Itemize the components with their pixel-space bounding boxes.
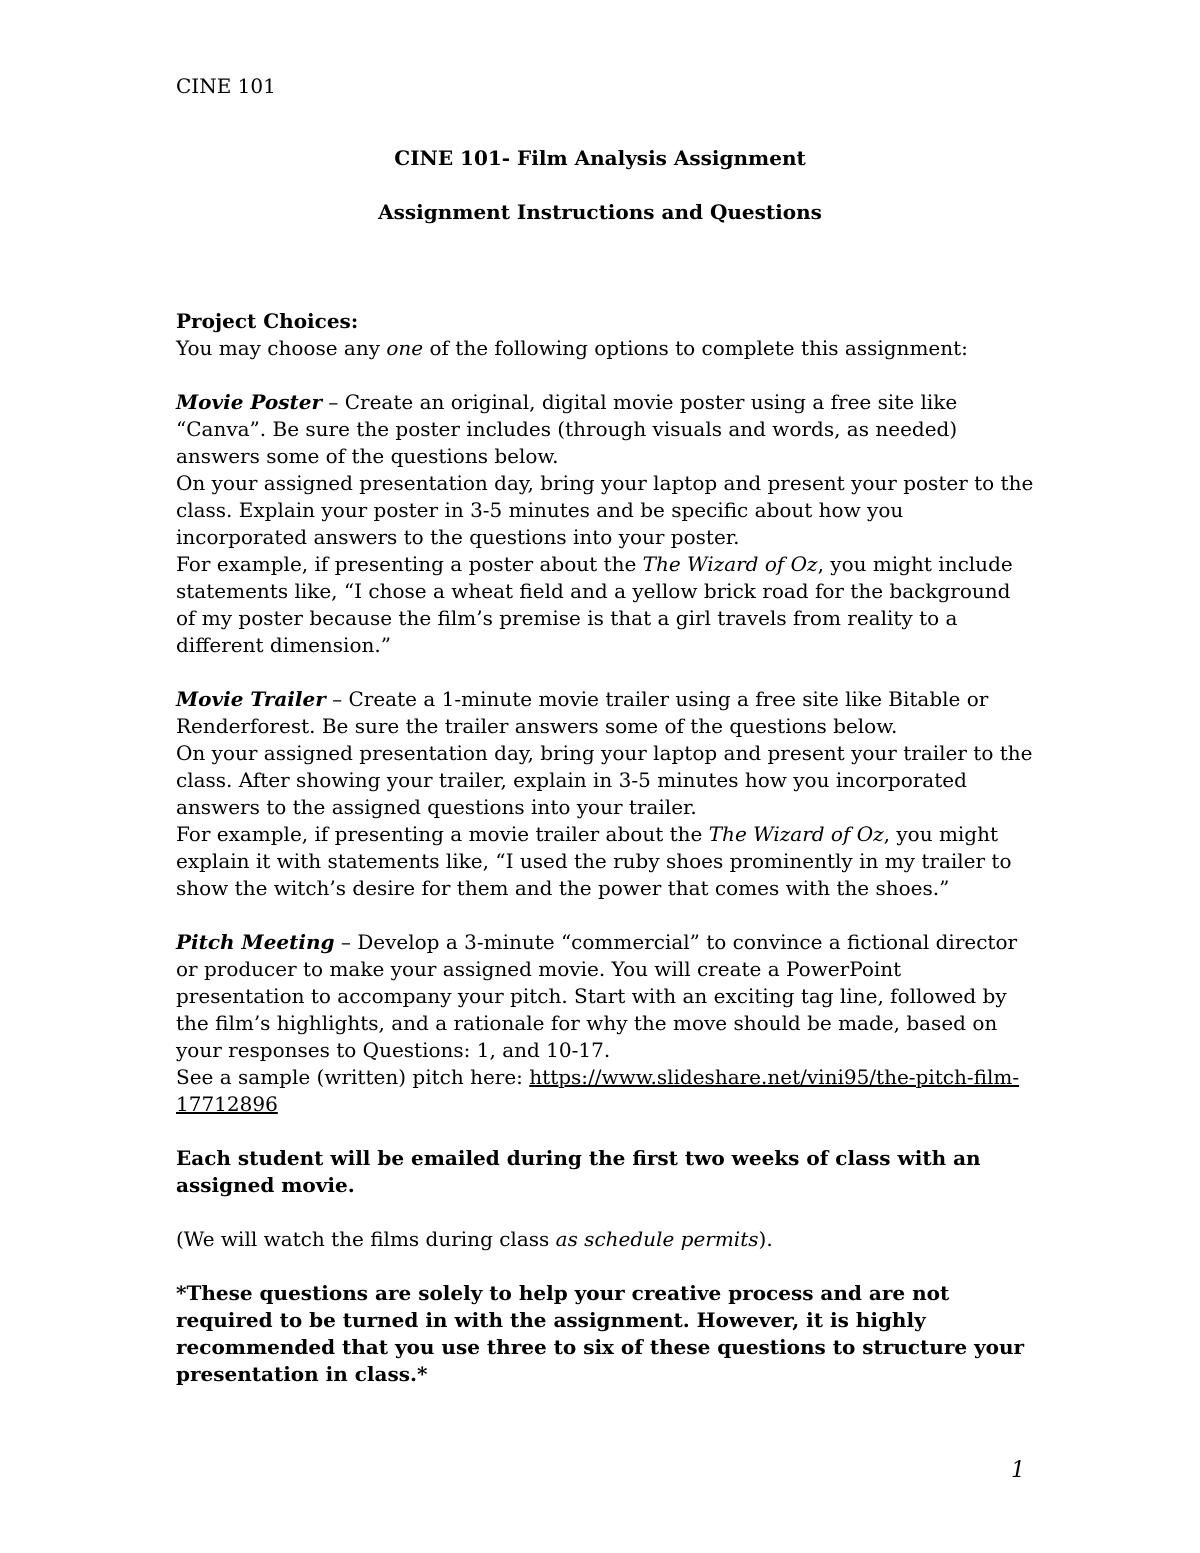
pitch-description xyxy=(176,929,1036,1064)
intro-paragraph xyxy=(176,335,1036,362)
trailer-option-name: Movie Trailer xyxy=(176,687,326,711)
poster-example-text-end: , you might include statements like, “I chose a wheat field and a yellow brick road for the background of my poster because the film’s premise is that a girl travels from reality to a different dimension.” xyxy=(176,552,1013,657)
watch-note-emphasis: as schedule permits xyxy=(555,1227,759,1251)
intro-text: You may choose any xyxy=(176,336,387,360)
poster-example-film: The Wizard of Oz xyxy=(642,552,818,576)
poster-example xyxy=(176,551,1036,659)
poster-description xyxy=(176,389,1036,470)
poster-example-text: For example, if presenting a poster about the xyxy=(176,552,643,576)
pitch-desc-text: – Develop a 3-minute “commercial” to convince a fictional director or producer to make your assigned movie. You will create a PowerPoint presentation to accompany your pitch. Start with an exciting tag line, followed by the film’s highlights, and a rationale for why the move should be made, based on your responses to Questions: 1, and 10-17. xyxy=(176,930,1018,1062)
pitch-option-name: Pitch Meeting xyxy=(176,930,335,954)
trailer-description xyxy=(176,686,1036,740)
trailer-presentation: On your assigned presentation day, bring your laptop and present your trailer to the class. After showing your trailer, explain in 3-5 minutes how you incorporated answers to the assigned questions into your trailer. xyxy=(176,741,1033,819)
document-title: CINE 101- Film Analysis Assignment xyxy=(394,146,806,170)
trailer-example xyxy=(176,821,1036,902)
watch-note xyxy=(176,1226,1036,1253)
running-header: CINE 101 xyxy=(176,74,276,98)
disclaimer-note: *These questions are solely to help your creative process and are not required to be turned in with the assignment. However, it is highly recommended that you use three to six of these questions to structure your presentation in class.* xyxy=(176,1281,1025,1386)
document-subtitle: Assignment Instructions and Questions xyxy=(378,200,822,224)
poster-presentation: On your assigned presentation day, bring your laptop and present your poster to the class. Explain your poster in 3-5 minutes and be specific about how you incorporated answers to the questions into your poster. xyxy=(176,471,1034,549)
trailer-example-text: For example, if presenting a movie trailer about the xyxy=(176,822,709,846)
pitch-sample-label: See a sample (written) pitch here: xyxy=(176,1065,530,1089)
poster-desc-text: – Create an original, digital movie poster using a free site like “Canva”. Be sure the poster includes (through visuals and words, as needed) answers some of the questions below. xyxy=(176,390,958,468)
trailer-example-text-end: , you might explain it with statements like, “I used the ruby shoes prominently in my trailer to show the witch’s desire for them and the power that comes with the shoes.” xyxy=(176,822,1012,900)
poster-option-name: Movie Poster xyxy=(176,390,322,414)
watch-note-text-end: ). xyxy=(758,1227,773,1251)
intro-emphasis: one xyxy=(386,336,424,360)
pitch-sample-link[interactable]: https://www.slideshare.net/vini95/the-pitch-film-17712896 xyxy=(176,1065,1020,1116)
trailer-example-film: The Wizard of Oz xyxy=(708,822,884,846)
choices-heading: Project Choices: xyxy=(176,309,359,333)
document-body xyxy=(176,308,1036,1388)
watch-note-text: (We will watch the films during class xyxy=(176,1227,556,1251)
page-number: 1 xyxy=(1011,1458,1025,1483)
pitch-sample xyxy=(176,1064,1036,1118)
email-note: Each student will be emailed during the first two weeks of class with an assigned movie. xyxy=(176,1146,981,1197)
intro-text-end: of the following options to complete this assignment: xyxy=(423,336,968,360)
trailer-desc-text: – Create a 1-minute movie trailer using a free site like Bitable or Renderforest. Be sure the trailer answers some of the questions below. xyxy=(176,687,989,738)
